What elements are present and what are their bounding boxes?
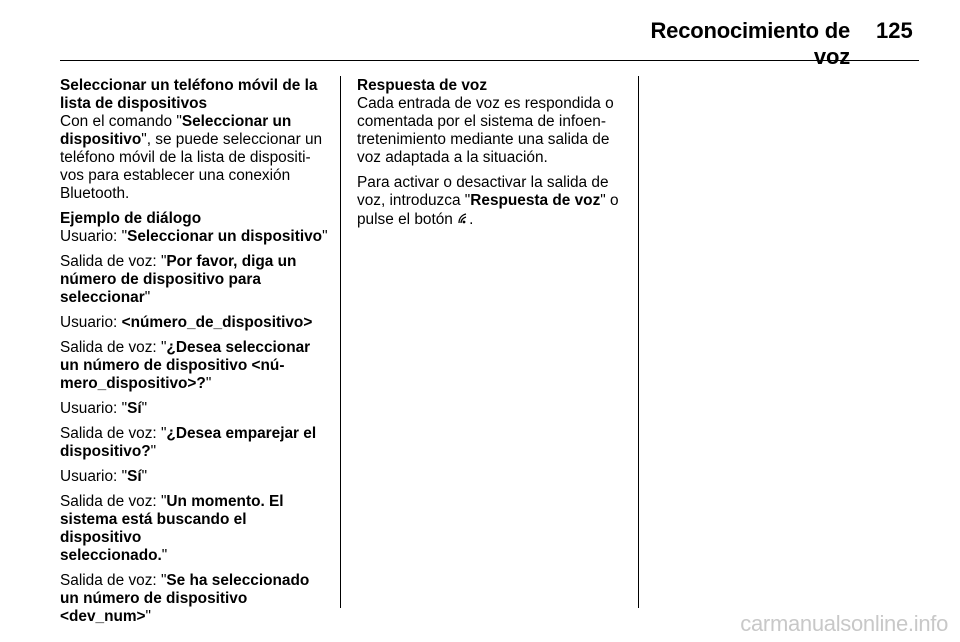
dialog-line: Usuario: "Seleccionar un dispositivo" (60, 228, 328, 245)
dialog-line: Salida de voz: "¿Desea seleccionar un número de dispositivo <nú- mero_dispositivo>?" (60, 339, 311, 392)
voice-button-icon (457, 211, 469, 227)
paragraph: Cada entrada de voz es respondida o comentada por el sistema de infoen- tretenimiento mediante una salida de voz adaptada a la situación. (357, 95, 614, 166)
section-heading: Respuesta de voz (357, 77, 488, 94)
column-middle (357, 77, 629, 236)
dialog-line: Salida de voz: "¿Desea emparejar el dispositivo?" (60, 425, 317, 460)
page-title: Reconocimiento de voz (650, 18, 850, 69)
dialog-line: Usuario: "Sí" (60, 468, 148, 485)
section-heading: Seleccionar un teléfono móvil de la lista de dispositivos (60, 77, 318, 112)
page-number: 125 (876, 18, 913, 43)
column-left (60, 77, 330, 633)
section-heading: Ejemplo de diálogo (60, 210, 202, 227)
column-divider-right (638, 76, 639, 608)
dialog-line: Salida de voz: "Un momento. El sistema está buscando el dispositivo seleccionado." (60, 493, 284, 564)
watermark: carmanualsonline.info (740, 611, 948, 636)
dialog-line: Usuario: <número_de_dispositivo> (60, 314, 313, 331)
section-select-phone (60, 77, 330, 203)
column-divider-left (340, 76, 341, 608)
section-voice-response (357, 77, 629, 229)
paragraph: Con el comando "Seleccionar un dispositivo", se puede seleccionar un teléfono móvil de la lista de dispositi- vos para establecer una conexión Bluetooth. (60, 113, 323, 202)
section-dialog-example (60, 210, 330, 626)
dialog-line: Usuario: "Sí" (60, 400, 148, 417)
header-rule (60, 60, 919, 61)
dialog-line: Salida de voz: "Se ha seleccionado un número de dispositivo <dev_num>" (60, 572, 310, 625)
paragraph: Para activar o desactivar la salida de voz, introduzca "Respuesta de voz" o pulse el botón . (357, 174, 619, 228)
dialog-line: Salida de voz: "Por favor, diga un número de dispositivo para seleccionar" (60, 253, 297, 306)
